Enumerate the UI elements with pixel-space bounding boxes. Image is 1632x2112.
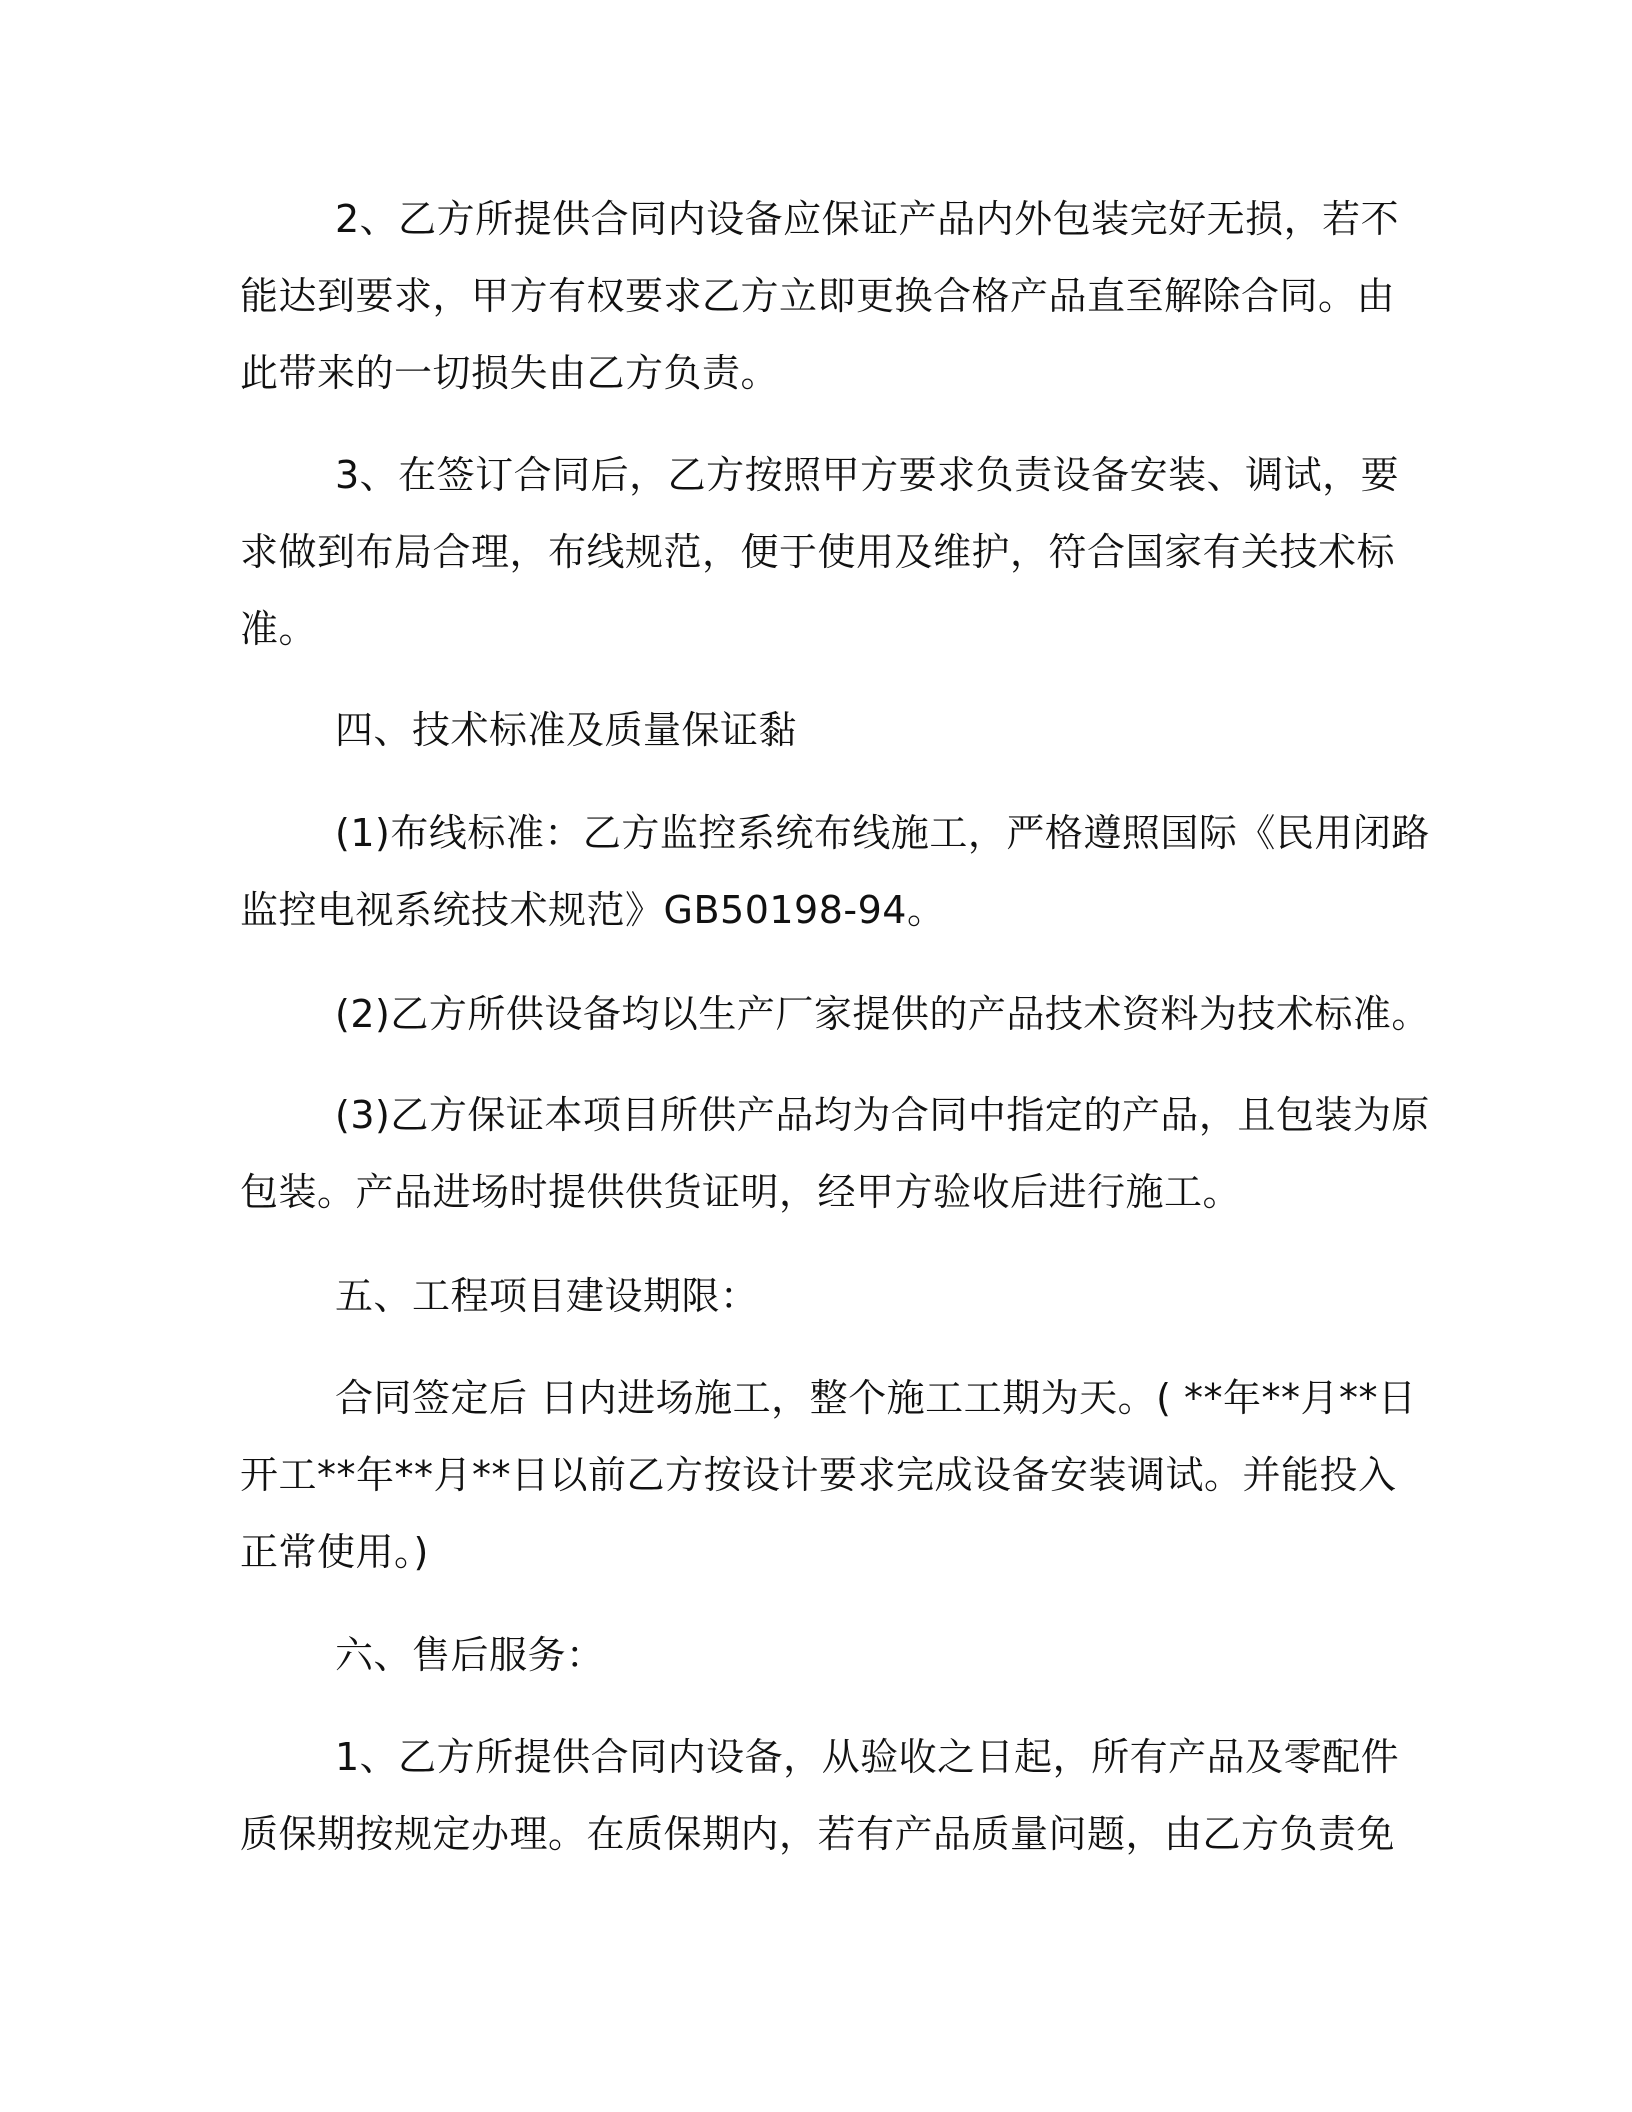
paragraph-item-3-installation	[240, 437, 1400, 668]
paragraph-standard-2	[240, 976, 1430, 1053]
text-line: 质保期按规定办理。在质保期内，若有产品质量问题，由乙方负责免	[240, 1812, 1396, 1856]
paragraph-after-sales-1	[240, 1719, 1400, 1873]
paragraph-schedule	[240, 1360, 1417, 1591]
text-line: 此带来的一切损失由乙方负责。	[240, 351, 780, 395]
text-line: 正常使用。)	[240, 1530, 429, 1574]
text-line: 求做到布局合理，布线规范，便于使用及维护，符合国家有关技术标	[240, 530, 1396, 574]
paragraph-standard-3	[240, 1077, 1430, 1231]
text-line: 准。	[240, 607, 318, 651]
text-line: 开工**年**月**日以前乙方按设计要求完成设备安装调试。并能投入	[240, 1453, 1397, 1497]
text-line: 六、售后服务：	[335, 1633, 605, 1677]
text-line: 五、工程项目建设期限：	[335, 1274, 759, 1318]
text-line: (3)乙方保证本项目所供产品均为合同中指定的产品，且包装为原	[335, 1093, 1430, 1137]
text-line: 监控电视系统技术规范》GB50198-94。	[240, 888, 946, 932]
text-line: 包装。产品进场时提供供货证明，经甲方验收后进行施工。	[240, 1170, 1242, 1214]
paragraph-item-2-packaging	[240, 181, 1400, 412]
text-line: 四、技术标准及质量保证黏	[335, 708, 798, 752]
text-line: 能达到要求，甲方有权要求乙方立即更换合格产品直至解除合同。由	[240, 274, 1396, 318]
text-line: 2、乙方所提供合同内设备应保证产品内外包装完好无损，若不	[335, 197, 1400, 241]
text-line: 合同签定后 日内进场施工，整个施工工期为天。( **年**月**日	[335, 1376, 1417, 1420]
section-heading-5	[240, 1258, 1400, 1335]
paragraph-standard-1	[240, 795, 1430, 949]
section-heading-6	[240, 1617, 1400, 1694]
text-line: (2)乙方所供设备均以生产厂家提供的产品技术资料为技术标准。	[335, 992, 1430, 1036]
text-line: 1、乙方所提供合同内设备，从验收之日起，所有产品及零配件	[335, 1735, 1400, 1779]
text-line: 3、在签订合同后，乙方按照甲方要求负责设备安装、调试，要	[335, 453, 1400, 497]
section-heading-4	[240, 692, 1400, 769]
text-line: (1)布线标准：乙方监控系统布线施工，严格遵照国际《民用闭路	[335, 811, 1430, 855]
